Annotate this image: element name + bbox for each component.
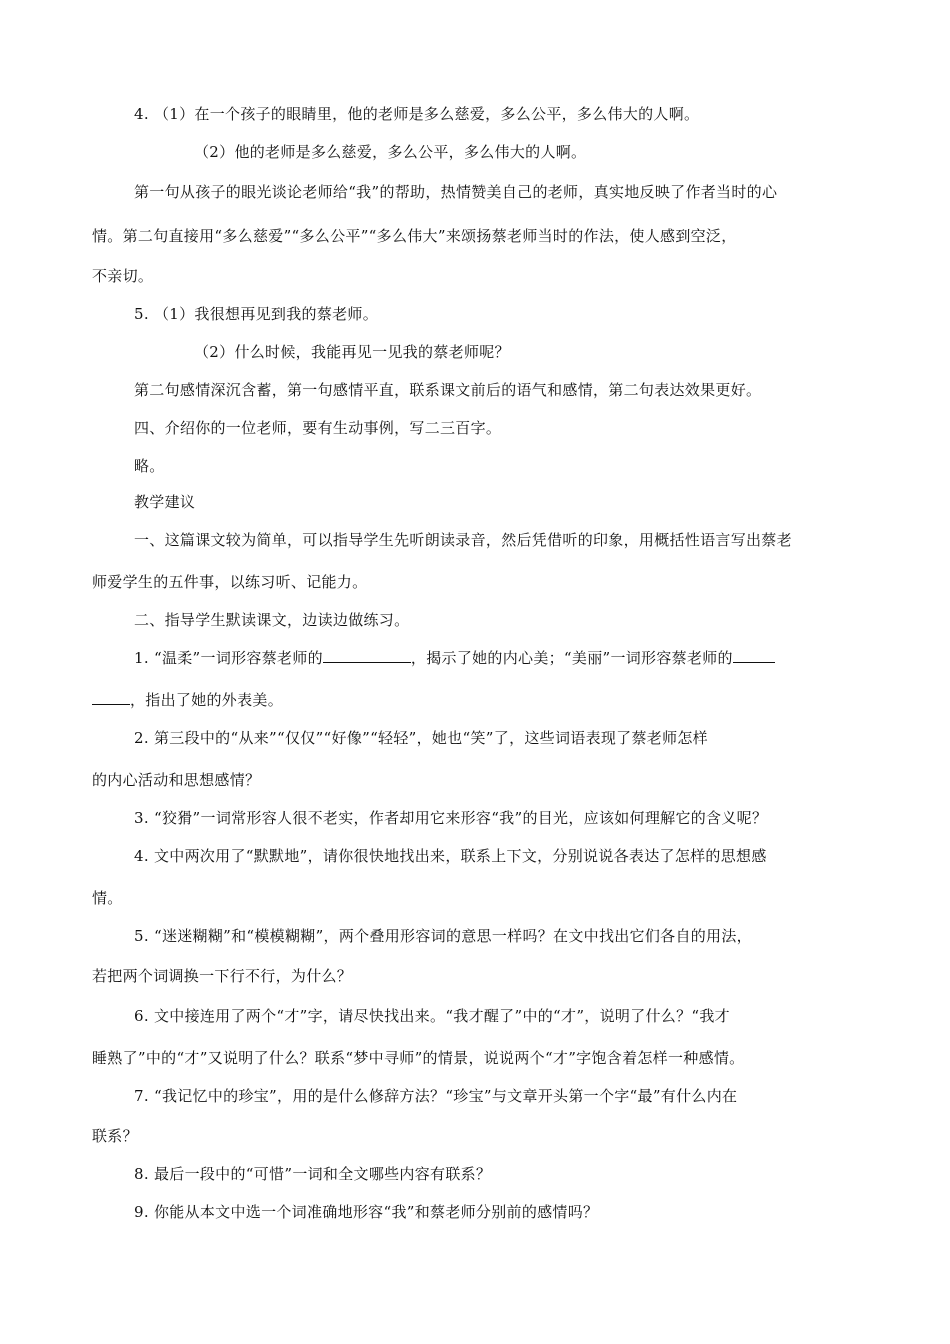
- exercise-2-line-2: 的内心活动和思想感情？: [92, 771, 261, 789]
- exercise-7-line-1: 7. “我记忆中的珍宝”，用的是什么修辞方法？“珍宝”与文章开头第一个字“最”有什么内在: [134, 1087, 738, 1105]
- exercise-6-line-1: 6. 文中接连用了两个“才”字，请尽快找出来。“我才醒了”中的“才”，说明了什么？“我才: [134, 1007, 730, 1025]
- fill-in-blank-2a: [733, 648, 775, 663]
- answer-4-sentence-1: 4. （1）在一个孩子的眼睛里，他的老师是多么慈爱，多么公平，多么伟大的人啊。: [134, 105, 700, 123]
- exercise-4-line-1: 4. 文中两次用了“默默地”，请你很快地找出来，联系上下文，分别说说各表达了怎样的思想感: [134, 847, 767, 865]
- exercise-7-line-2: 联系？: [92, 1127, 138, 1145]
- fill-in-blank-1: [323, 648, 411, 663]
- exercise-2-line-1: 2. 第三段中的“从来”“仅仅”“好像”“轻轻”，她也“笑”了，这些词语表现了蔡老师怎样: [134, 729, 708, 747]
- exercise-8: 8. 最后一段中的“可惜”一词和全文哪些内容有联系？: [134, 1165, 492, 1183]
- answer-5-sentence-1: 5. （1）我很想再见到我的蔡老师。: [134, 305, 379, 323]
- exercise-3: 3. “狡猾”一词常形容人很不老实，作者却用它来形容“我”的目光，应该如何理解它的含义呢？: [134, 809, 768, 827]
- fill-in-blank-2b: [92, 690, 130, 705]
- exercise-5-line-2: 若把两个词调换一下行不行，为什么？: [92, 967, 353, 985]
- suggestion-2-heading: 二、指导学生默读课文，边读边做练习。: [134, 611, 410, 629]
- exercise-1-line-1: [134, 648, 775, 668]
- exercise-4-line-2: 情。: [92, 889, 123, 907]
- section-4-answer: 略。: [134, 457, 165, 475]
- exercise-1-text-b: ，揭示了她的内心美；“美丽”一词形容蔡老师的: [410, 649, 733, 667]
- suggestion-1-line-2: 师爱学生的五件事，以练习听、记能力。: [92, 573, 368, 591]
- exercise-9: 9. 你能从本文中选一个词准确地形容“我”和蔡老师分别前的感情吗？: [134, 1203, 599, 1221]
- exercise-1-text-a: 1. “温柔”一词形容蔡老师的: [134, 649, 323, 667]
- teaching-suggestions-heading: 教学建议: [134, 493, 196, 511]
- exercise-6-line-2: 睡熟了”中的“才”又说明了什么？联系“梦中寻师”的情景，说说两个“才”字饱含着怎样一种感情。: [92, 1049, 745, 1067]
- answer-4-explanation-line-2: 情。第二句直接用“多么慈爱”“多么公平”“多么伟大”来颂扬蔡老师当时的作法，使人感到空泛，: [92, 227, 737, 245]
- answer-4-sentence-2: （2）他的老师是多么慈爱，多么公平，多么伟大的人啊。: [194, 143, 587, 161]
- suggestion-1-line-1: 一、这篇课文较为简单，可以指导学生先听朗读录音，然后凭借听的印象，用概括性语言写出蔡老: [134, 531, 792, 549]
- exercise-1-text-c: ，指出了她的外表美。: [130, 691, 284, 709]
- answer-5-sentence-2: （2）什么时候，我能再见一见我的蔡老师呢？: [194, 343, 510, 361]
- section-4-heading: 四、介绍你的一位老师，要有生动事例，写二三百字。: [134, 419, 502, 437]
- exercise-1-line-2: [92, 690, 283, 710]
- answer-4-explanation-line-1: 第一句从孩子的眼光谈论老师给“我”的帮助，热情赞美自己的老师，真实地反映了作者当时的心: [134, 183, 778, 201]
- exercise-5-line-1: 5. “迷迷糊糊”和“模模糊糊”，两个叠用形容词的意思一样吗？在文中找出它们各自的用法，: [134, 927, 752, 945]
- answer-4-explanation-line-3: 不亲切。: [92, 267, 154, 285]
- answer-5-explanation: 第二句感情深沉含蓄，第一句感情平直，联系课文前后的语气和感情，第二句表达效果更好。: [134, 381, 762, 399]
